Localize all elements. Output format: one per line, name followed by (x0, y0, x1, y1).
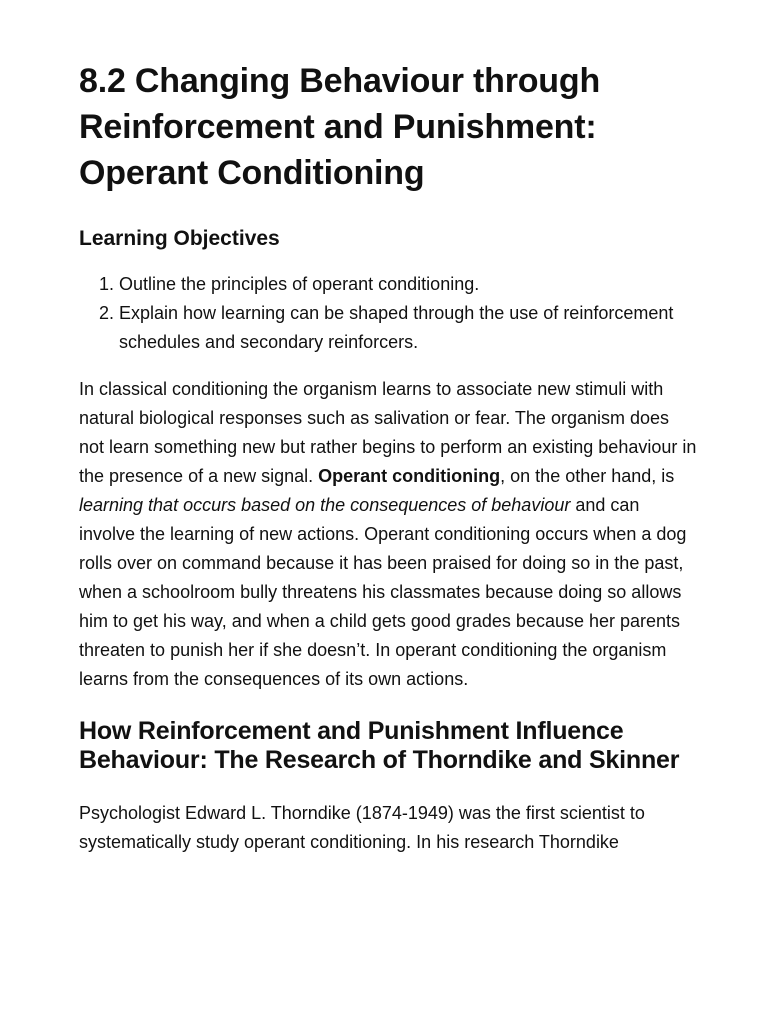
paragraph-text: In classical conditioning the organism learns to associate new stimuli with natural biological responses such as salivation or fear. The organism does not learn something new but rather begins to perform an existing behaviour in the presence of a new signal. (79, 379, 697, 486)
thorndike-paragraph: Psychologist Edward L. Thorndike (1874-1949) was the first scientist to systematically study operant conditioning. In his research Thorndike (79, 803, 645, 852)
intro-paragraph (79, 375, 699, 694)
page-title: 8.2 Changing Behaviour through Reinforcement and Punishment: Operant Conditioning (79, 62, 601, 192)
paragraph-text: and can involve the learning of new actions. Operant conditioning occurs when a dog rolls over on command because it has been praised for doing so in the past, when a schoolroom bully threatens his classmates because doing so allows him to get his way, and when a child gets good grades because her parents threaten to punish her if she doesn’t. In operant conditioning the organism learns from the consequences of its own actions. (79, 495, 687, 689)
objective-item: 1. Outline the principles of operant conditioning. (119, 270, 699, 299)
key-term-operant-conditioning: Operant conditioning (318, 466, 501, 486)
learning-objectives-heading: Learning Objectives (79, 227, 280, 250)
section-heading: How Reinforcement and Punishment Influence Behaviour: The Research of Thorndike and Skinner (79, 717, 680, 774)
document-page (79, 58, 699, 857)
objective-item: 2. Explain how learning can be shaped through the use of reinforcement schedules and secondary reinforcers. (119, 299, 699, 357)
learning-objectives-list (79, 270, 699, 357)
definition-text: learning that occurs based on the consequences of behaviour (79, 495, 571, 515)
paragraph-text: , on the other hand, is (500, 466, 675, 486)
